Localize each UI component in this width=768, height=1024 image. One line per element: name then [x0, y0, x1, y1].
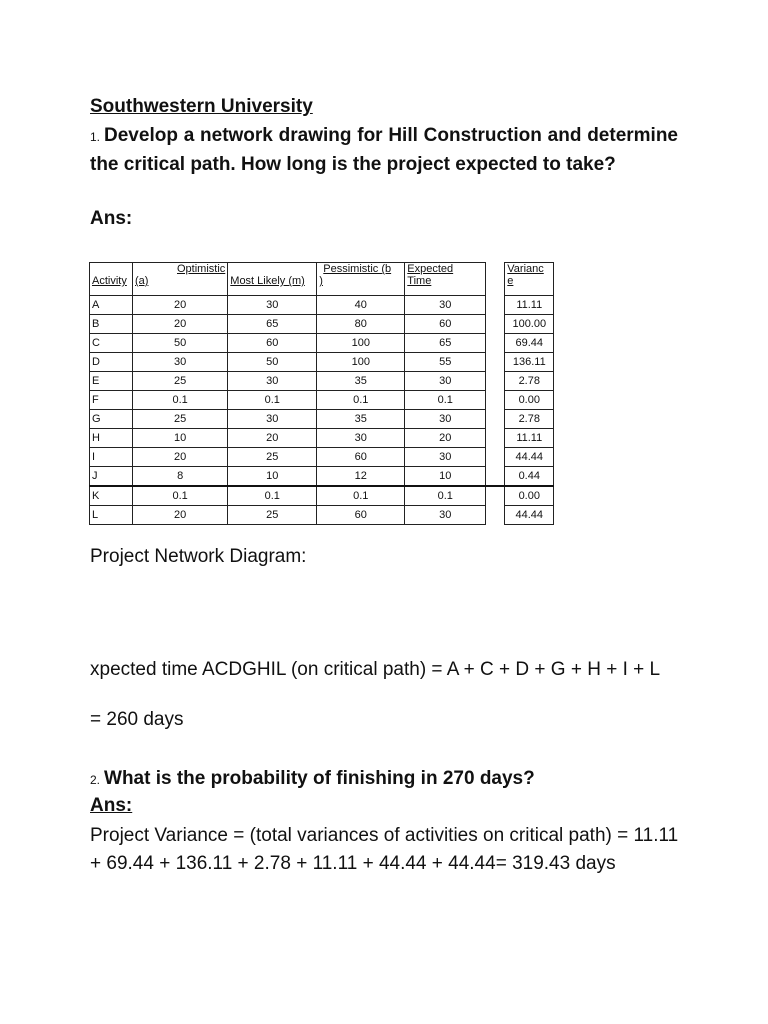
table-cell: 65 — [228, 315, 317, 334]
table-cell: 0.00 — [505, 391, 554, 410]
table-gap-cell — [486, 372, 505, 391]
table-cell: 35 — [317, 410, 405, 429]
expected-time-result: = 260 days — [90, 709, 184, 730]
table-cell: 20 — [133, 296, 228, 315]
table-cell: 50 — [133, 334, 228, 353]
table-cell: 10 — [228, 467, 317, 487]
table-row — [90, 486, 554, 506]
table-row — [90, 334, 554, 353]
table-gap-cell — [486, 353, 505, 372]
table-cell: 10 — [405, 467, 486, 487]
activity-cell: D — [90, 353, 133, 372]
table-cell: 20 — [133, 506, 228, 525]
project-variance-text: Project Variance = (total variances of activities on critical path) = 11.11 + 69.44 + 136.11 + 2.78 + 11.11 + 44.44 + 44.44= 319.43 days — [90, 825, 679, 874]
table-gap-cell — [486, 315, 505, 334]
table-gap-cell — [486, 334, 505, 353]
table-header-row — [90, 263, 554, 296]
school-title: Southwestern University — [90, 96, 313, 117]
table-cell: 55 — [405, 353, 486, 372]
table-cell: 136.11 — [505, 353, 554, 372]
table-cell: 40 — [317, 296, 405, 315]
table-cell: 100.00 — [505, 315, 554, 334]
activity-cell: B — [90, 315, 133, 334]
table-cell: 25 — [228, 448, 317, 467]
table-cell: 50 — [228, 353, 317, 372]
header-activity: Activity — [90, 263, 133, 296]
table-cell: 0.1 — [228, 486, 317, 506]
activity-cell: L — [90, 506, 133, 525]
table-cell: 20 — [133, 315, 228, 334]
table-cell: 10 — [133, 429, 228, 448]
header-pessimistic: Pessimistic (b ) — [317, 263, 405, 296]
header-most-likely: Most Likely (m) — [228, 263, 317, 296]
table-cell: 0.1 — [228, 391, 317, 410]
table-cell: 35 — [317, 372, 405, 391]
activity-cell: I — [90, 448, 133, 467]
table-gap-cell — [486, 296, 505, 315]
question-1-text: Develop a network drawing for Hill Construction and determine the critical path. How long is the project expected to take? — [90, 125, 678, 175]
table-cell: 100 — [317, 334, 405, 353]
header-variance: Varianc e — [505, 263, 554, 296]
table-row — [90, 391, 554, 410]
table-cell: 20 — [228, 429, 317, 448]
table-cell: 30 — [228, 372, 317, 391]
table-cell: 11.11 — [505, 296, 554, 315]
table-cell: 44.44 — [505, 448, 554, 467]
activity-table — [89, 262, 554, 525]
table-row — [90, 315, 554, 334]
table-cell: 60 — [317, 506, 405, 525]
network-diagram-label: Project Network Diagram: — [90, 546, 307, 567]
table-cell: 25 — [228, 506, 317, 525]
activity-cell: H — [90, 429, 133, 448]
table-cell: 30 — [317, 429, 405, 448]
table-cell: 30 — [228, 296, 317, 315]
table-gap-cell — [486, 467, 505, 487]
table-cell: 69.44 — [505, 334, 554, 353]
question-1-number: 1. — [90, 130, 101, 144]
activity-cell: G — [90, 410, 133, 429]
table-cell: 30 — [405, 506, 486, 525]
table-cell: 25 — [133, 372, 228, 391]
table-cell: 0.1 — [405, 486, 486, 506]
table-row — [90, 410, 554, 429]
activity-cell: K — [90, 486, 133, 506]
table-cell: 2.78 — [505, 410, 554, 429]
answer-2-label: Ans: — [90, 795, 133, 816]
table-cell: 0.1 — [317, 391, 405, 410]
table-row — [90, 429, 554, 448]
header-expected-time: Expected Time — [405, 263, 486, 296]
header-gap — [486, 263, 505, 296]
table-gap-cell — [486, 429, 505, 448]
table-cell: 80 — [317, 315, 405, 334]
table-cell: 20 — [405, 429, 486, 448]
table-gap-cell — [486, 410, 505, 429]
table-cell: 12 — [317, 467, 405, 487]
table-cell: 0.00 — [505, 486, 554, 506]
table-cell: 30 — [228, 410, 317, 429]
table-row — [90, 467, 554, 487]
question-2 — [90, 768, 535, 790]
table-row — [90, 448, 554, 467]
table-cell: 0.44 — [505, 467, 554, 487]
answer-1-label: Ans: — [90, 208, 133, 229]
activity-cell: A — [90, 296, 133, 315]
table-cell: 60 — [405, 315, 486, 334]
table-row — [90, 353, 554, 372]
table-cell: 44.44 — [505, 506, 554, 525]
table-cell: 65 — [405, 334, 486, 353]
table-cell: 2.78 — [505, 372, 554, 391]
header-optimistic: Optimistic (a) — [133, 263, 228, 296]
table-row — [90, 296, 554, 315]
activity-cell: C — [90, 334, 133, 353]
activity-cell: J — [90, 467, 133, 487]
table-cell: 30 — [405, 296, 486, 315]
table-cell: 0.1 — [317, 486, 405, 506]
table-cell: 0.1 — [133, 391, 228, 410]
table-cell: 100 — [317, 353, 405, 372]
table-row — [90, 372, 554, 391]
table-cell: 11.11 — [505, 429, 554, 448]
table-cell: 60 — [317, 448, 405, 467]
question-2-number: 2. — [90, 773, 101, 787]
table-cell: 0.1 — [133, 486, 228, 506]
expected-time-line: xpected time ACDGHIL (on critical path) = A + C + D + G + H + I + L — [90, 659, 661, 680]
table-cell: 20 — [133, 448, 228, 467]
table-cell: 30 — [405, 372, 486, 391]
activity-cell: E — [90, 372, 133, 391]
table-gap-cell — [486, 506, 505, 525]
table-cell: 8 — [133, 467, 228, 487]
activity-cell: F — [90, 391, 133, 410]
table-cell: 60 — [228, 334, 317, 353]
table-cell: 30 — [133, 353, 228, 372]
table-gap-cell — [486, 448, 505, 467]
question-2-text: What is the probability of finishing in 270 days? — [104, 768, 535, 789]
table-gap-cell — [486, 486, 505, 506]
table-row — [90, 506, 554, 525]
table-cell: 25 — [133, 410, 228, 429]
table-cell: 30 — [405, 448, 486, 467]
table-cell: 0.1 — [405, 391, 486, 410]
question-1 — [90, 122, 678, 179]
table-gap-cell — [486, 391, 505, 410]
table-cell: 30 — [405, 410, 486, 429]
